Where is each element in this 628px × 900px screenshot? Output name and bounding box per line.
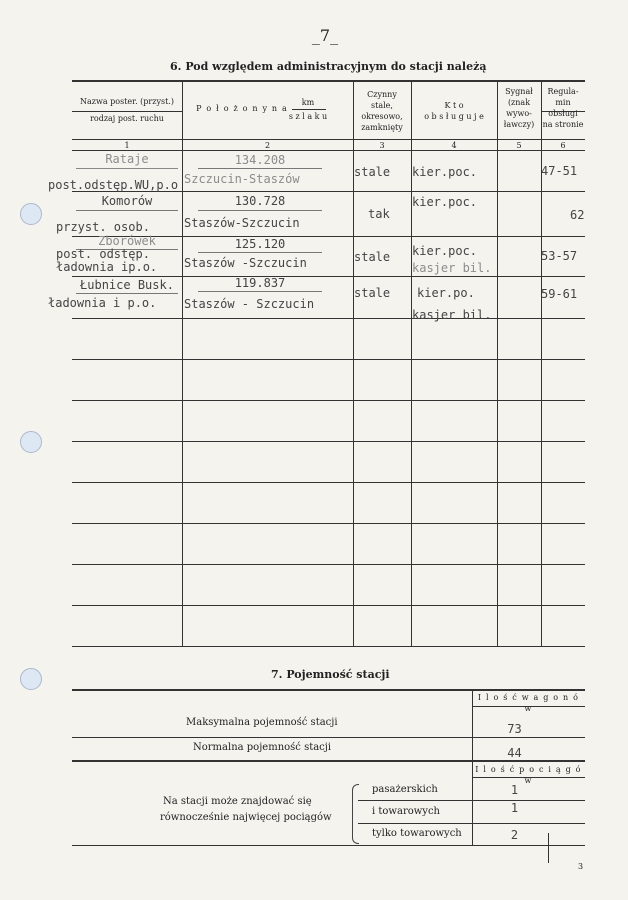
header-name-line2: rodzaj post. ruchu	[90, 114, 164, 123]
header-signal-line4: ławczy)	[503, 120, 535, 129]
station-serves: kier.po.	[417, 286, 475, 300]
header-regulation-line2: min	[555, 98, 571, 107]
punch-hole-bottom	[20, 668, 42, 690]
header-km: km	[301, 98, 315, 107]
station-type: ładownia i p.o.	[48, 296, 157, 310]
header-regulation-line4: na stronie	[542, 120, 584, 129]
normal-capacity-value: 44	[507, 746, 522, 760]
header-active-line3: okresowo,	[361, 112, 403, 121]
normal-capacity-label: Normalna pojemność stacji	[193, 742, 332, 753]
column-number: 4	[451, 141, 457, 150]
header-signal-line1: Sygnał	[505, 87, 533, 96]
section7-title: 7. Pojemność stacji	[271, 668, 390, 681]
station-page: 53-57	[541, 249, 578, 263]
freight-label: i towarowych	[372, 806, 440, 817]
station-route: Staszów - Szczucin	[184, 297, 315, 311]
station-km: 130.728	[234, 194, 286, 208]
station-active: stale	[354, 165, 391, 179]
header-regulation-line1: Regula-	[547, 87, 579, 96]
max-capacity-label: Maksymalna pojemność stacji	[186, 717, 338, 728]
passenger-value: 1	[510, 783, 519, 797]
header-signal-line2: (znak	[507, 98, 531, 107]
trains-bracket	[352, 784, 359, 844]
station-active: stale	[354, 250, 391, 264]
column-number: 6	[560, 141, 566, 150]
freight-only-label: tylko towarowych	[372, 828, 462, 839]
trains-text-line1: Na stacji może znajdować się	[163, 796, 312, 807]
station-km: 119.837	[234, 276, 286, 290]
station-km: 125.120	[234, 237, 286, 251]
header-szlaku: s z l a k u	[288, 112, 328, 121]
station-route: Staszów-Szczucin	[184, 216, 300, 230]
freight-value: 1	[510, 801, 519, 815]
header-serves-line2: o b s ł u g u j e	[424, 112, 484, 121]
station-type: post. odstęp.	[56, 247, 150, 261]
column-number: 3	[379, 141, 385, 150]
station-serves: kier.poc.	[412, 165, 478, 179]
punch-hole-top	[20, 203, 42, 225]
station-route: Staszów -Szczucin	[184, 256, 307, 270]
header-signal-line3: wywo-	[506, 109, 532, 118]
footer-number: 3	[578, 862, 584, 871]
max-capacity-value: 73	[507, 722, 522, 736]
station-type-2: ładownia ip.o.	[56, 260, 158, 274]
station-page: 62	[570, 208, 585, 222]
section6-title: 6. Pod względem administracyjnym do stacji należą	[170, 60, 487, 73]
column-number: 1	[124, 141, 130, 150]
station-name: Rataje	[105, 152, 149, 166]
freight-only-value: 2	[510, 828, 519, 842]
station-serves-2: kasjer bil.	[412, 261, 492, 275]
station-type: post.odstęp.WU,p.o	[48, 178, 179, 192]
header-active-line1: Czynny	[367, 90, 397, 99]
station-type: przyst. osob.	[56, 220, 150, 234]
station-active: stale	[354, 286, 391, 300]
header-name-line1: Nazwa poster. (przyst.)	[80, 97, 174, 106]
station-active: tak	[368, 207, 390, 221]
header-km-divider	[292, 109, 326, 110]
station-km: 134.208	[234, 153, 286, 167]
trains-header: I l o ś ć p o c i ą g ó w	[475, 765, 582, 785]
station-serves-2: kasjer bil.	[412, 308, 492, 322]
page-number: _7_	[311, 26, 339, 45]
header-location-label: P o ł o ż o n y n a	[196, 104, 288, 113]
station-route: Szczucin-Staszów	[184, 172, 300, 186]
punch-hole-middle	[20, 431, 42, 453]
station-name: Zborówek	[98, 234, 156, 248]
station-serves: kier.poc.	[412, 195, 478, 209]
header-active-line4: zamknięty	[361, 123, 403, 132]
header-serves-line1: K t o	[444, 101, 464, 110]
station-name: Łubnice Busk.	[80, 278, 174, 292]
wagons-header: I l o ś ć w a g o n ó w	[477, 693, 580, 713]
passenger-label: pasażerskich	[372, 784, 438, 795]
station-name: Komorów	[101, 194, 153, 208]
station-page: 59-61	[541, 287, 578, 301]
station-page: 47-51	[541, 164, 578, 178]
station-serves: kier.poc.	[412, 244, 478, 258]
trains-text-line2: równocześnie najwięcej pociągów	[160, 812, 332, 823]
header-active-line2: stale,	[371, 101, 393, 110]
header-regulation-line3: obsługi	[548, 109, 578, 118]
column-number: 5	[516, 141, 522, 150]
column-number: 2	[264, 141, 271, 150]
